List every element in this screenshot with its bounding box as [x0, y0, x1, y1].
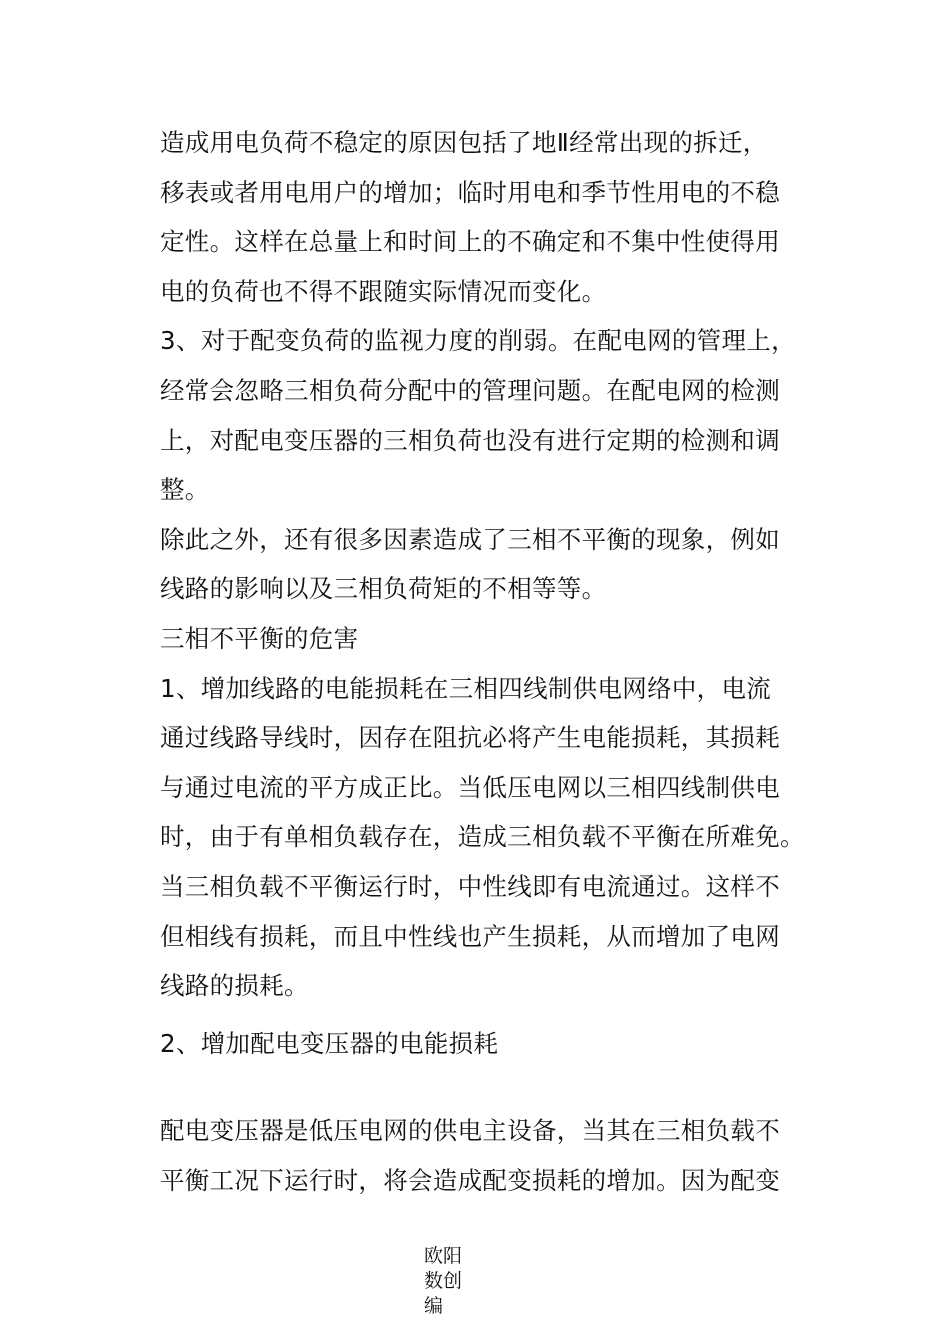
page-footer — [424, 1244, 484, 1319]
text-line: 除此之外，还有很多因素造成了三相不平衡的现象，例如 — [160, 524, 780, 554]
text-line: 配电变压器是低压电网的供电主设备，当其在三相负载不 — [160, 1116, 780, 1146]
document-body — [160, 118, 820, 1205]
text-line: 当三相负载不平衡运行时，中性线即有电流通过。这样不 — [160, 871, 780, 901]
text-line: 但相线有损耗，而且中性线也产生损耗，从而增加了电网 — [160, 921, 780, 951]
text-line: 时，由于有单相负载存在，造成三相负载不平衡在所难免。 — [160, 822, 805, 852]
text-line: 平衡工况下运行时，将会造成配变损耗的增加。因为配变 — [160, 1165, 780, 1195]
text-line: 3、对于配变负荷的监视力度的削弱。在配电网的管理上， — [160, 326, 796, 356]
text-line: 1、增加线路的电能损耗在三相四线制供电网络中，电流 — [160, 673, 772, 703]
spacer — [160, 1011, 820, 1019]
text-line: 线路的损耗。 — [160, 971, 309, 1001]
spacer — [160, 1068, 820, 1106]
section-heading: 三相不平衡的危害 — [160, 623, 359, 653]
text-line: 整。 — [160, 475, 210, 505]
text-line: 上，对配电变压器的三相负荷也没有进行定期的检测和调 — [160, 425, 780, 455]
text-line: 通过线路导线时，因存在阻抗必将产生电能损耗，其损耗 — [160, 723, 780, 753]
text-line: 定性。这样在总量上和时间上的不确定和不集中性使得用 — [160, 227, 780, 257]
subsection-heading: 2、增加配电变压器的电能损耗 — [160, 1028, 499, 1058]
footer-text: 欧阳 — [424, 1245, 463, 1267]
text-line: 经常会忽略三相负荷分配中的管理问题。在配电网的检测 — [160, 375, 780, 405]
footer-text: 数创 — [424, 1270, 463, 1292]
text-line: 电的负荷也不得不跟随实际情况而变化。 — [160, 276, 607, 306]
text-line: 移表或者用电用户的增加；临时用电和季节性用电的不稳 — [160, 177, 780, 207]
footer-text: 编 — [424, 1295, 444, 1317]
text-line: 与通过电流的平方成正比。当低压电网以三相四线制供电 — [160, 772, 780, 802]
text-line: 造成用电负荷不稳定的原因包括了地Ⅱ经常出现的拆迁， — [160, 128, 768, 157]
text-line: 线路的影响以及三相负荷矩的不相等等。 — [160, 574, 607, 604]
